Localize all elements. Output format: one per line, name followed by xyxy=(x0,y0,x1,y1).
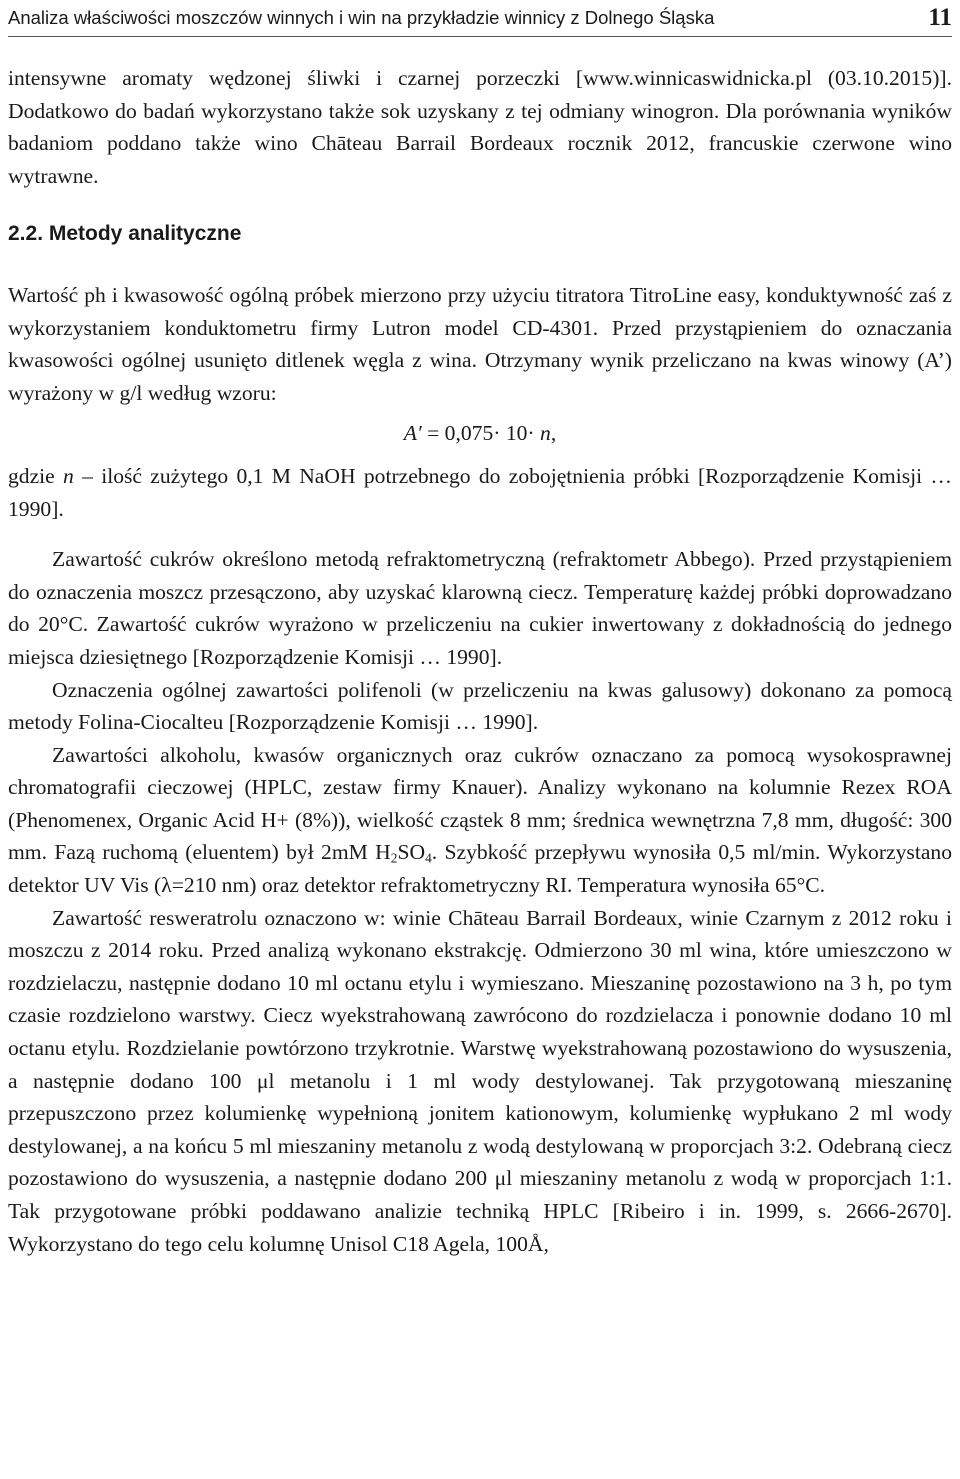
paragraph-intro: intensywne aromaty wędzonej śliwki i czarnej porzeczki [www.winnicaswidnicka.pl (03.10.2015)]. Dodatkowo do badań wykorzystano także sok uzyskany z tej odmiany winogron. Dla porównania wyników badaniom poddano także wino Chāteau Barrail Bordeaux rocznik 2012, francuskie czerwone wino wytrawne. xyxy=(8,66,952,188)
running-head xyxy=(8,0,952,37)
hplc-text-b: SO xyxy=(397,840,426,865)
formula-end: , xyxy=(550,421,557,446)
hplc-sub-4: 4 xyxy=(425,850,432,866)
paragraph-hplc xyxy=(8,739,952,902)
paragraph-ph-acidity: Wartość ph i kwasowość ogólną próbek mierzono przy użyciu titratora TitroLine easy, konduktywność zaś z wykorzystaniem konduktometru firmy Lutron model CD-4301. Przed przystąpieniem do oznaczania kwasowości ogólnej usunięto ditlenek węgla z wina. Otrzymany wynik przeliczano na kwas winowy (A’) wyrażony w g/l według wzoru: xyxy=(8,282,952,405)
hplc-text-a: Zawartości alkoholu, kwasów organicznych oraz cukrów oznaczano za pomocą wysokosprawnej chromatografii cieczowej (HPLC, zestaw firmy Knauer). Analizy wykonano na kolumnie Rezex ROA (Phenomenex, Organic Acid H+ (8%)), wielkość cząstek 8 mm; średnica wewnętrzna 7,8 mm, długość: 300 mm. Fazą ruchomą (eluentem) był 2mM H xyxy=(8,742,952,865)
where-var: n xyxy=(63,463,74,488)
running-title: Analiza właściwości moszczów winnych i win na przykładzie winnicy z Dolnego Śląska xyxy=(8,7,715,28)
paragraph-where xyxy=(8,460,952,525)
page-content xyxy=(8,62,952,1260)
formula-var: n xyxy=(540,421,551,446)
paragraph-sugars: Zawartość cukrów określono metodą refraktometryczną (refraktometr Abbego). Przed przystąpieniem do oznaczenia moszcz przesączono, aby uzyskać klarowną ciecz. Temperaturę każdej próbki doprowadzano do 20°C. Zawartość cukrów wyrażono w przeliczeniu na cukier inwertowany z dokładnością do jednego miejsca dziesiętnego [Rozporządzenie Komisji … 1990]. xyxy=(8,547,952,669)
paragraph-resveratrol: Zawartość resweratrolu oznaczono w: winie Chāteau Barrail Bordeaux, winie Czarnym z 2012 roku i moszczu z 2014 roku. Przed analizą wykonano ekstrakcję. Odmierzono 30 ml wina, które umieszczono w rozdzielaczu, następnie dodano 10 ml octanu etylu i wymieszano. Mieszaninę pozostawiono na 3 h, po tym czasie rozdzielono warstwy. Ciecz wyekstrahowaną zawrócono do rozdzielacza i ponownie dodano 10 ml octanu etylu. Rozdzielanie powtórzono trzykrotnie. Warstwę wyekstrahowaną pozostawiono do wysuszenia, a następnie dodano 100 μl metanolu i 1 ml wody destylowanej. Tak przygotowaną mieszaninę przepuszczono przez kolumienkę wypełnioną jonitem kationowym, kolumienkę wypłukano 2 ml wody destylowanej, a na końcu 5 ml mieszaniny metanolu z wodą destylowaną w proporcjach 3:2. Odebraną ciecz pozostawiono do wysuszenia, a następnie dodano 200 μl mieszaniny metanolu z wodą w proporcjach 1:1. Tak przygotowane próbki poddawano analizie techniką HPLC [Ribeiro i in. 1999, s. 2666-2670]. Wykorzystano do tego celu kolumnę Unisol C18 Agela, 100Å, xyxy=(8,905,952,1256)
section-heading: 2.2. Metody analityczne xyxy=(8,222,242,246)
where-start: gdzie xyxy=(8,463,64,488)
formula-rhs: = 0,075· 10· xyxy=(421,421,541,446)
page-number: 11 xyxy=(928,4,952,31)
where-rest: – ilość zużytego 0,1 M NaOH potrzebnego do zobojętnienia próbki [Rozporządzenie Komisji … 1990]. xyxy=(8,463,952,521)
hplc-sub-2: 2 xyxy=(390,850,398,866)
formula xyxy=(8,417,952,450)
formula-lhs: A′ xyxy=(403,421,422,446)
paragraph-polyphenols: Oznaczenia ogólnej zawartości polifenoli (w przeliczeniu na kwas galusowy) dokonano za pomocą metody Folina-Ciocalteu [Rozporządzenie Komisji … 1990]. xyxy=(8,677,952,735)
hplc-text-c: . Szybkość przepływu wynosiła 0,5 ml/min. Wykorzystano detektor UV Vis (λ=210 nm) oraz detektor refraktometryczny RI. Temperatura wynosiła 65°C. xyxy=(8,840,952,898)
